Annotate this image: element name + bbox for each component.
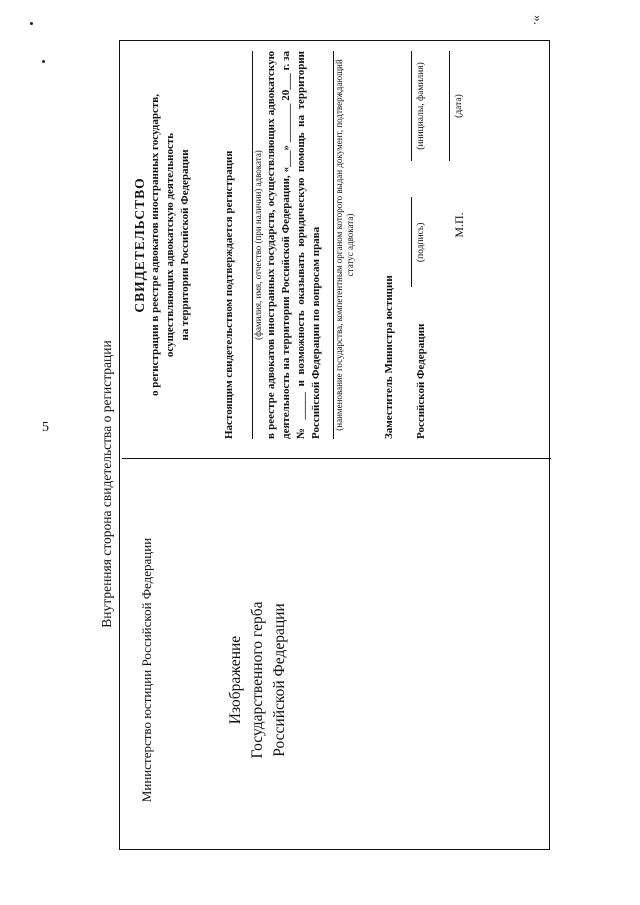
certificate-fold-line <box>122 458 551 459</box>
initials-hint: (инициалы, фамилия) <box>416 62 426 150</box>
date-hint: (дата) <box>454 94 464 118</box>
ministry-name: Министерство юстиции Российской Федерации <box>139 537 154 803</box>
certificate-paragraph-2: в реестре адвокатов иностранных государств, осуществляющих адвокатскую деятельность на территории Российской Федерации, «___» _______ 20___ г. за № _____ и возможность оказывать юридическую помощь на территории Российской Федерации по вопросам права <box>265 51 322 439</box>
page-number: 5 <box>42 420 49 435</box>
initials-field <box>397 51 429 161</box>
certificate-subtitle-line: на территории Российской Федерации <box>179 149 191 341</box>
date-line <box>435 51 450 161</box>
deputy-title-line: Российской Федерации <box>415 323 427 439</box>
signature-field <box>397 197 429 287</box>
emblem-line: Изображение <box>227 635 244 725</box>
certificate-subtitle-line: осуществляющих адвокатскую деятельность <box>164 132 176 358</box>
fio-hint: (фамилия, имя, отчество (при наличии) адвоката) <box>253 150 263 340</box>
emblem-placeholder <box>225 565 291 795</box>
certificate-subtitle-line: о регистрации в реестре адвокатов иностранных государств, <box>149 94 161 396</box>
page-caption: Внутренняя сторона свидетельства о регистрации <box>99 340 114 628</box>
certificate-title: СВИДЕТЕЛЬСТВО <box>132 177 147 313</box>
signature-row <box>397 51 429 439</box>
scan-speck <box>30 22 33 25</box>
initials-line <box>397 51 412 161</box>
certificate-body <box>132 45 532 445</box>
deputy-title-line: Заместитель Министра юстиции <box>383 275 395 439</box>
signature-hint: (подпись) <box>416 222 426 263</box>
corner-mark: ». <box>530 15 546 25</box>
certificate-paragraph-1: Настоящим свидетельством подтверждается регистрация <box>223 150 235 439</box>
emblem-line: Государственного герба <box>249 601 266 759</box>
stamp-date-row <box>435 51 467 439</box>
stamp-mark: М.П. <box>452 212 466 238</box>
date-field <box>435 51 467 161</box>
signature-line <box>397 197 412 287</box>
scan-speck <box>42 60 45 63</box>
emblem-line: Российской Федерации <box>271 603 288 757</box>
state-hint: (наименование государства, компетентным органом которого выдан документ, подтверждающий статус адвоката) <box>334 59 355 431</box>
